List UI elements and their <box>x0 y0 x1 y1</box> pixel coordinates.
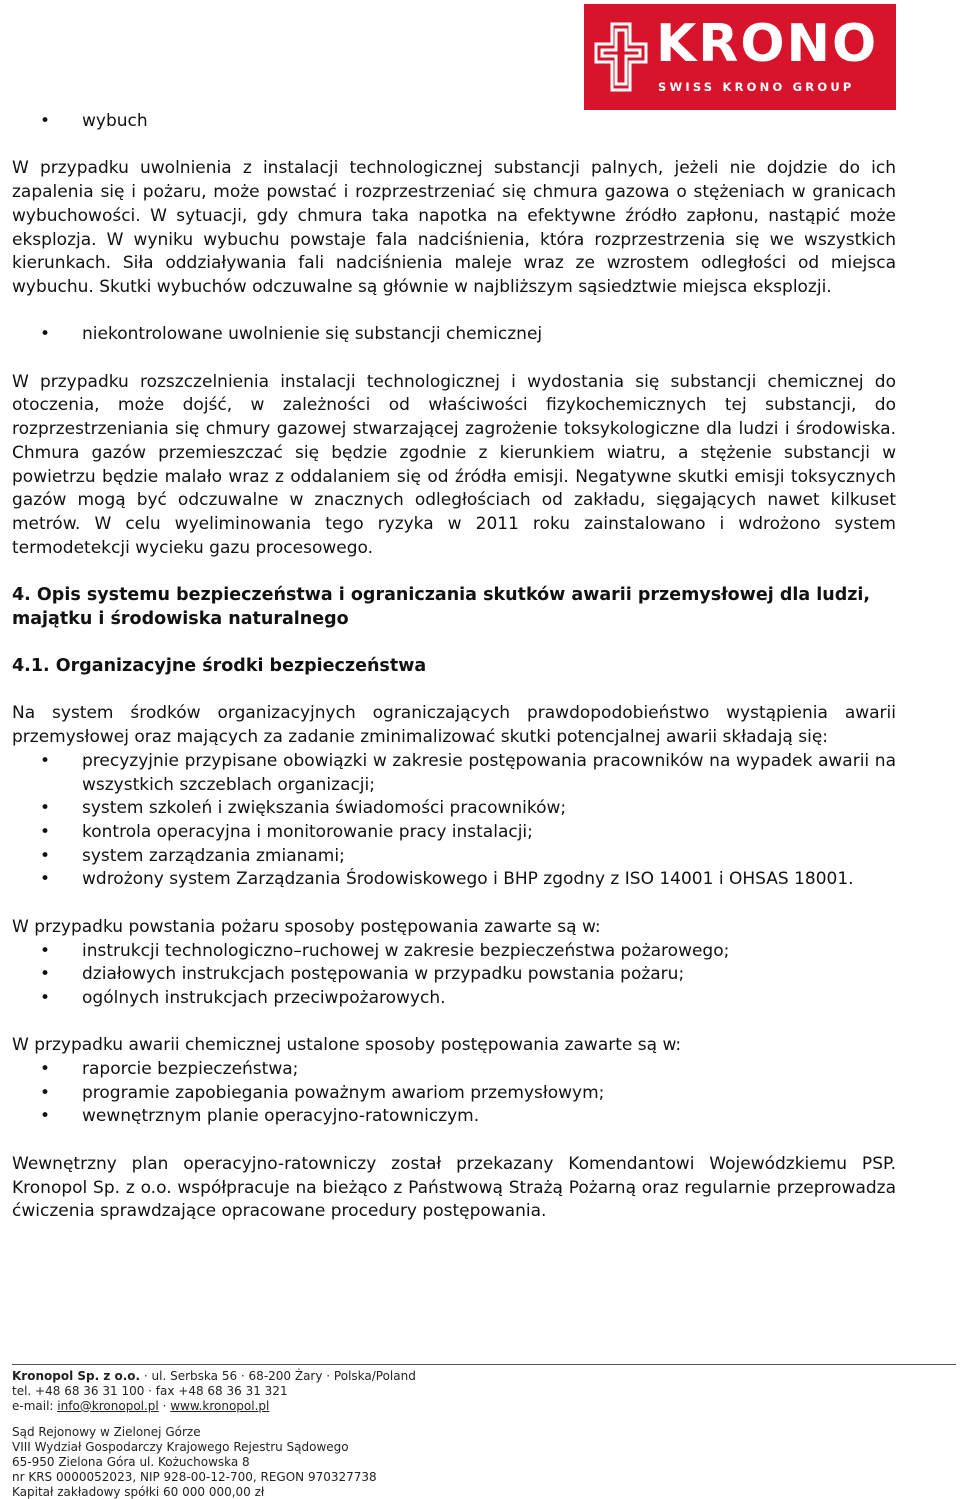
page-footer <box>12 1364 956 1499</box>
list-item: • niekontrolowane uwolnienie się substancji chemicznej <box>82 323 896 347</box>
list-item: • wewnętrznym planie operacyjno-ratowniczym. <box>82 1105 896 1129</box>
footer-division: VIII Wydział Gospodarczy Krajowego Rejestru Sądowego <box>12 1440 349 1455</box>
section-heading-4: 4. Opis systemu bezpieczeństwa i ograniczania skutków awarii przemysłowej dla ludzi, majątku i środowiska naturalnego <box>12 585 871 629</box>
footer-ids: nr KRS 0000052023, NIP 928-00-12-700, REGON 970327738 <box>12 1469 377 1484</box>
list-item: • precyzyjnie przypisane obowiązki w zakresie postępowania pracowników na wypadek awarii na wszystkich szczeblach organizacji; <box>82 750 896 797</box>
hazard-list-top <box>12 110 896 134</box>
list-item: • system szkoleń i zwiększania świadomości pracowników; <box>82 797 896 821</box>
list-item: • raporcie bezpieczeństwa; <box>82 1058 896 1082</box>
footer-email-link[interactable]: info@kronopol.pl <box>57 1398 159 1413</box>
list-item: • działowych instrukcjach postępowania w przypadku powstania pożaru; <box>82 963 896 987</box>
footer-website-link[interactable]: www.kronopol.pl <box>170 1398 270 1413</box>
paragraph-plan: Wewnętrzny plan operacyjno-ratowniczy został przekazany Komendantowi Wojewódzkiemu PSP. Kronopol Sp. z o.o. współpracuje na bieżąco z Państwową Strażą Pożarną oraz regularnie przeprowadza ćwiczenia sprawdzające opracowane procedury postępowania. <box>12 1153 896 1222</box>
paragraph-chemical: W przypadku rozszczelnienia instalacji technologicznej i wydostania się substancji chemicznej do otoczenia, może dojść, w zależności od właściwości fizykochemicznych tej substancji, do rozprzestrzeniania się chmury gazowej stwarzającej zagrożenie toksykologiczne dla ludzi i środowiska. Chmura gazów przemieszczać się będzie zgodnie z kierunkiem wiatru, a stężenie substancji w powietrzu będzie malało wraz z oddalaniem się od źródła emisji. Negatywne skutki emisji toksycznych gazów mogą być odczuwalne w znacznych odległościach od zakładu, sięgających nawet kilkuset metrów. W celu wyeliminowania tego ryzyka w 2011 roku zainstalowano i wdrożono system termodetekcji wycieku gazu procesowego. <box>12 371 896 558</box>
paragraph-explosion: W przypadku uwolnienia z instalacji technologicznej substancji palnych, jeżeli nie dojdzie do ich zapalenia się i pożaru, może powstać i rozprzestrzeniać się chmura gazowa o stężeniach w granicach wybuchowości. W sytuacji, gdy chmura taka napotka na efektywne źródło zapłonu, nastąpić może eksplozja. W wyniku wybuchu powstaje fala nadciśnienia, która rozprzestrzenia się we wszystkich kierunkach. Siła oddziaływania fali nadciśnienia maleje wraz ze wzrostem odległości od miejsca wybuchu. Skutki wybuchów odczuwalne są głównie w najbliższym sąsiedztwie miejsca eksplozji. <box>12 158 896 297</box>
footer-court: Sąd Rejonowy w Zielonej Górze <box>12 1425 201 1440</box>
list-item: • programie zapobiegania poważnym awariom przemysłowym; <box>82 1082 896 1106</box>
fire-procedures-list <box>12 940 896 1011</box>
footer-contact-line <box>12 1399 956 1414</box>
footer-address-line <box>12 1369 956 1384</box>
logo-subtitle: SWISS KRONO GROUP <box>658 80 855 94</box>
paragraph-fire-intro: W przypadku powstania pożaru sposoby postępowania zawarte są w: <box>12 916 601 937</box>
list-item: • instrukcji technologiczno–ruchowej w zakresie bezpieczeństwa pożarowego; <box>82 940 896 964</box>
footer-address: · ul. Serbska 56 · 68-200 Żary · Polska/Poland <box>140 1369 416 1383</box>
paragraph-measures-intro: Na system środków organizacyjnych ograniczających prawdopodobieństwo wystąpienia awarii przemysłowej oraz mających za zadanie zminimalizować skutki potencjalnej awarii składają się: <box>12 703 896 748</box>
footer-email-label: e-mail: <box>12 1398 58 1413</box>
chem-procedures-list <box>12 1058 896 1129</box>
paragraph-chem-intro: W przypadku awarii chemicznej ustalone sposoby postępowania zawarte są w: <box>12 1035 682 1056</box>
footer-court-address: 65-950 Zielona Góra ul. Kożuchowska 8 <box>12 1454 250 1469</box>
list-item: • wdrożony system Zarządzania Środowiskowego i BHP zgodny z ISO 14001 i OHSAS 18001. <box>82 868 896 892</box>
footer-company: Kronopol Sp. z o.o. <box>12 1369 141 1383</box>
footer-separator: · <box>158 1398 171 1413</box>
section-heading-4-1: 4.1. Organizacyjne środki bezpieczeństwa <box>12 656 427 677</box>
hazard-list-chem <box>12 323 896 347</box>
footer-phone: tel. +48 68 36 31 100 · fax +48 68 36 31 321 <box>12 1383 288 1398</box>
logo-wordmark: KRONO <box>656 14 879 74</box>
measures-list <box>12 750 896 892</box>
list-item: • system zarządzania zmianami; <box>82 845 896 869</box>
document-body <box>12 110 896 1224</box>
krono-logo <box>584 4 896 110</box>
list-item: • ogólnych instrukcjach przeciwpożarowych. <box>82 987 896 1011</box>
swiss-cross-icon <box>592 18 650 96</box>
list-item: • kontrola operacyjna i monitorowanie pracy instalacji; <box>82 821 896 845</box>
list-item: • wybuch <box>82 110 896 134</box>
footer-capital: Kapitał zakładowy spółki 60 000 000,00 zł <box>12 1484 265 1499</box>
